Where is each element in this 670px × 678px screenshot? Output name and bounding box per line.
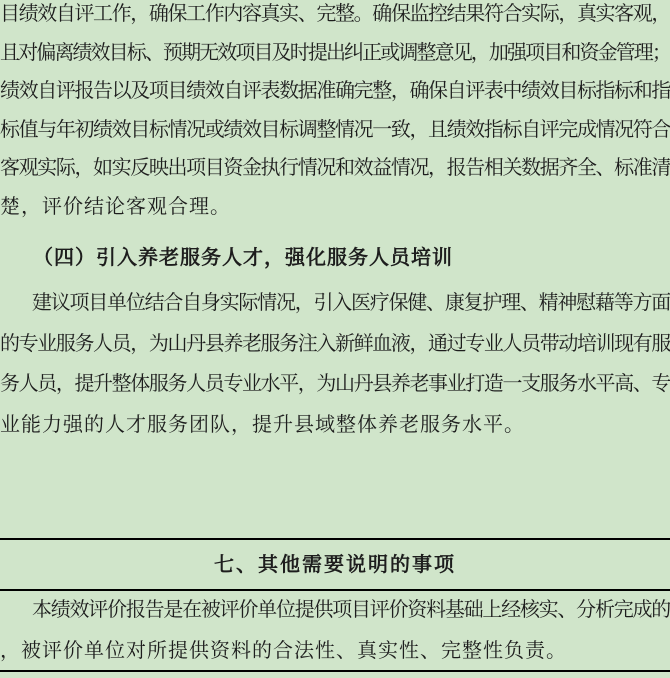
text-line: 目绩效自评工作，确保工作内容真实、完整。确保监控结果符合实际，真实客观， xyxy=(0,3,670,25)
table-border-top xyxy=(0,538,670,540)
table-border-bottom xyxy=(0,670,670,672)
text-line: 务人员，提升整体服务人员专业水平，为山丹县养老事业打造一支服务水平高、专 xyxy=(0,373,670,396)
section7-title: 七、其他需要说明的事项 xyxy=(214,554,456,576)
text-line: 业能力强的人才服务团队，提升县域整体养老服务水平。 xyxy=(0,413,525,436)
section4-heading: （四）引入养老服务人才，强化服务人员培训 xyxy=(33,247,453,269)
text-line: 且对偏离绩效目标、预期无效项目及时提出纠正或调整意见，加强项目和资金管理； xyxy=(0,41,670,64)
text-line: 本绩效评价报告是在被评价单位提供项目评价资料基础上经核实、分析完成的 xyxy=(32,599,670,621)
text-line: 客观实际，如实反映出项目资金执行情况和效益情况，报告相关数据齐全、标准清 xyxy=(0,157,670,180)
text-line: 的专业服务人员，为山丹县养老服务注入新鲜血液，通过专业人员带动培训现有服 xyxy=(0,332,670,355)
text-line: ，被评价单位对所提供资料的合法性、真实性、完整性负责。 xyxy=(0,640,567,662)
text-line: 标值与年初绩效目标情况或绩效目标调整情况一致，且绩效指标自评完成情况符合 xyxy=(0,118,670,141)
text-line: 楚，评价结论客观合理。 xyxy=(0,195,231,218)
text-line: 建议项目单位结合自身实际情况，引入医疗保健、康复护理、精神慰藉等方面 xyxy=(32,292,670,314)
section7-paragraph xyxy=(0,590,670,672)
paragraph-continued-from-previous-page xyxy=(0,0,670,227)
text-line: 绩效自评报告以及项目绩效自评表数据准确完整，确保自评表中绩效目标指标和指 xyxy=(0,80,670,103)
paragraph-recommendation xyxy=(0,283,670,445)
